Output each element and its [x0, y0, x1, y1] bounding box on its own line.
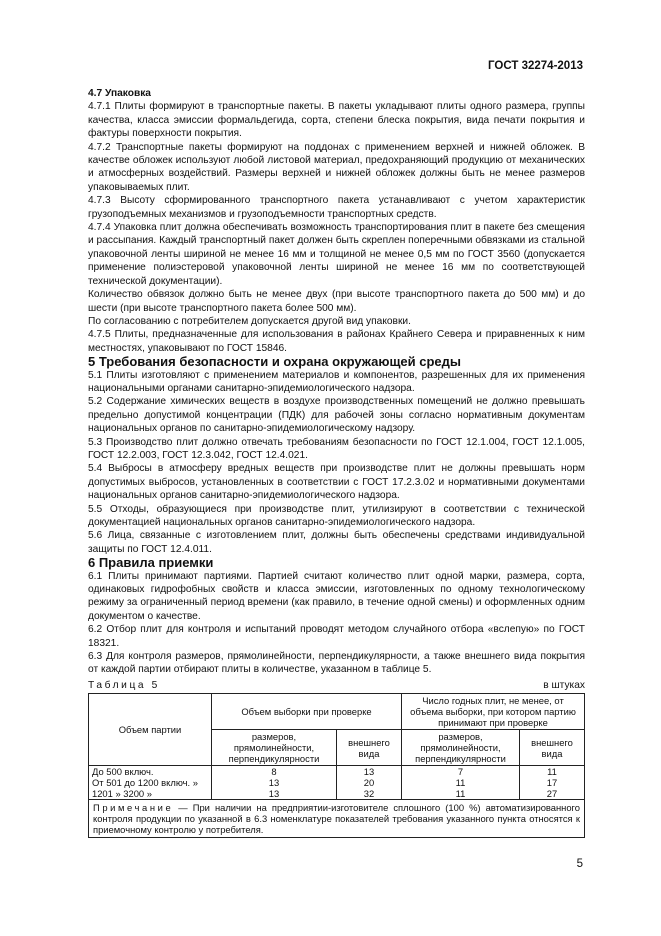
table-header-row-1: [89, 694, 585, 730]
cell-sample-vis: 32: [337, 788, 402, 800]
paragraph-5-2: 5.2 Содержание химических веществ в воздухе производственных помещений не должно превышать предельно допустимой концентрации (ПДК) для рабочей зоны согласно нормативным документам национальных органов по санитарно-эпидемиологическому надзору.: [88, 396, 585, 435]
cell-lot: 1201 » 3200 »: [89, 788, 212, 800]
table-note: [89, 800, 585, 838]
note-text: — При наличии на предприятии-изготовителе сплошного (100 %) автоматизированного контроля продукции по указанной в 6.3 номенклатуре показателей требования указанного пункта относятся к приемочному контролю у потребителя.: [93, 802, 580, 836]
paragraph-4-7-4-other: По согласованию с потребителем допускается другой вид упаковки.: [88, 315, 411, 327]
table-row: [89, 788, 585, 800]
paragraph-4-7-4: 4.7.4 Упаковка плит должна обеспечивать возможность транспортирования плит в пакете без смещения и рассыпания. Каждый транспортный пакет должен быть скреплен поперечными обвязками из стальной упаковочной ленты шириной не менее 16 мм и толщиной не менее 0,5 мм по ГОСТ 3560 (допускается применение полиэстеровой упаковочной ленты шириной не менее 16 мм по соответствующей технической документации).: [88, 222, 585, 287]
header-good-count: Число годных плит, не менее, от объема выборки, при котором партию принимают при проверке: [402, 694, 585, 730]
paragraph-5-1: 5.1 Плиты изготовляют с применением материалов и компонентов, разрешенных для их применения национальными органами санитарно-эпидемиологического надзора.: [88, 369, 585, 394]
cell-sample-dim: 8: [212, 766, 337, 778]
header-sample-size: Объем выборки при проверке: [212, 694, 402, 730]
cell-lot: До 500 включ.: [89, 766, 212, 778]
page-content: [88, 87, 585, 838]
paragraph-6-3: 6.3 Для контроля размеров, прямолинейности, перпендикулярности, а также внешнего вида покрытия от каждой партии отбирают плиты в количестве, указанном в таблице 5.: [88, 651, 585, 676]
table-row: [89, 777, 585, 788]
table-5: [88, 693, 585, 838]
cell-good-dim: 11: [402, 788, 520, 800]
page-number: 5: [576, 858, 583, 870]
note-label: Примечание: [93, 802, 174, 814]
cell-good-vis: 11: [520, 766, 585, 778]
paragraph-4-7-2: 4.7.2 Транспортные пакеты формируют на поддонах с применением верхней и нижней обложек. В качестве обложек используют любой листовой материал, предохраняющий продукцию от механических и атмосферных воздействий. Размеры верхней и нижней обложек должны быть не менее размеров упаковываемых плит.: [88, 141, 585, 193]
paragraph-5-3: 5.3 Производство плит должно отвечать требованиям безопасности по ГОСТ 12.1.004, ГОСТ 12.1.005, ГОСТ 12.2.003, ГОСТ 12.3.042, ГОСТ 12.4.021.: [88, 436, 585, 461]
header-good-dimensions: размеров, прямолинейности, перпендикулярности: [402, 730, 520, 766]
paragraph-4-7-5: 4.7.5 Плиты, предназначенные для использования в районах Крайнего Севера и приравненных к ним местностях, упаковывают по ГОСТ 15846.: [88, 329, 585, 354]
table-caption-row: [88, 679, 585, 692]
cell-sample-vis: 20: [337, 777, 402, 788]
cell-lot: От 501 до 1200 включ. »: [89, 777, 212, 788]
header-sample-visual: внешнего вида: [337, 730, 402, 766]
paragraph-6-1: 6.1 Плиты принимают партиями. Партией считают количество плит одной марки, размера, сорта, одинаковых гидрофобных свойств и класса эмиссии, изготовленных по одному технологическому режиму за ограниченный период времени (как правило, в течение одной смены) и оформленных одним документом о качестве.: [88, 570, 585, 622]
cell-good-vis: 27: [520, 788, 585, 800]
paragraph-5-5: 5.5 Отходы, образующиеся при производстве плит, утилизируют в соответствии с технической документацией национальных органов санитарно-эпидемиологического надзора.: [88, 503, 585, 528]
cell-good-vis: 17: [520, 777, 585, 788]
paragraph-5-6: 5.6 Лица, связанные с изготовлением плит, должны быть обеспечены средствами индивидуальной защиты по ГОСТ 12.4.011.: [88, 530, 585, 555]
paragraph-4-7-1: 4.7.1 Плиты формируют в транспортные пакеты. В пакеты укладывают плиты одного размера, группы качества, класса эмиссии формальдегида, сорта, степени блеска покрытия, вида печати покрытия и фактуры поверхности покрытия.: [88, 101, 585, 140]
paragraph-6-2: 6.2 Отбор плит для контроля и испытаний проводят методом случайного отбора «вслепую» по ГОСТ 18321.: [88, 624, 585, 649]
cell-good-dim: 11: [402, 777, 520, 788]
paragraph-4-7-4-bindings: Количество обвязок должно быть не менее двух (при высоте транспортного пакета до 500 мм) и до шести (при высоте транспортного пакета более 500 мм).: [88, 289, 585, 314]
header-good-visual: внешнего вида: [520, 730, 585, 766]
section-6-heading: 6 Правила приемки: [88, 555, 214, 571]
table-note-row: [89, 800, 585, 838]
table-row: [89, 766, 585, 778]
header-lot-size: Объем партии: [89, 694, 212, 766]
cell-sample-dim: 13: [212, 777, 337, 788]
table-caption: Таблица 5: [88, 679, 160, 691]
cell-sample-vis: 13: [337, 766, 402, 778]
table-units: в штуках: [543, 679, 585, 691]
section-4-7-heading: 4.7 Упаковка: [88, 88, 151, 99]
cell-sample-dim: 13: [212, 788, 337, 800]
section-5-heading: 5 Требования безопасности и охрана окружающей среды: [88, 354, 462, 370]
paragraph-4-7-3: 4.7.3 Высоту сформированного транспортного пакета устанавливают с учетом характеристик грузоподъемных механизмов и грузоподъемности транспортных средств.: [88, 195, 585, 220]
paragraph-5-4: 5.4 Выбросы в атмосферу вредных веществ при производстве плит не должны превышать норм допустимых выбросов, установленных в соответствии с ГОСТ 17.2.3.02 и нормативными документами национальных органов санитарно-эпидемиологического надзора.: [88, 463, 585, 502]
document-code: ГОСТ 32274-2013: [488, 60, 583, 72]
header-sample-dimensions: размеров, прямолинейности, перпендикулярности: [212, 730, 337, 766]
cell-good-dim: 7: [402, 766, 520, 778]
